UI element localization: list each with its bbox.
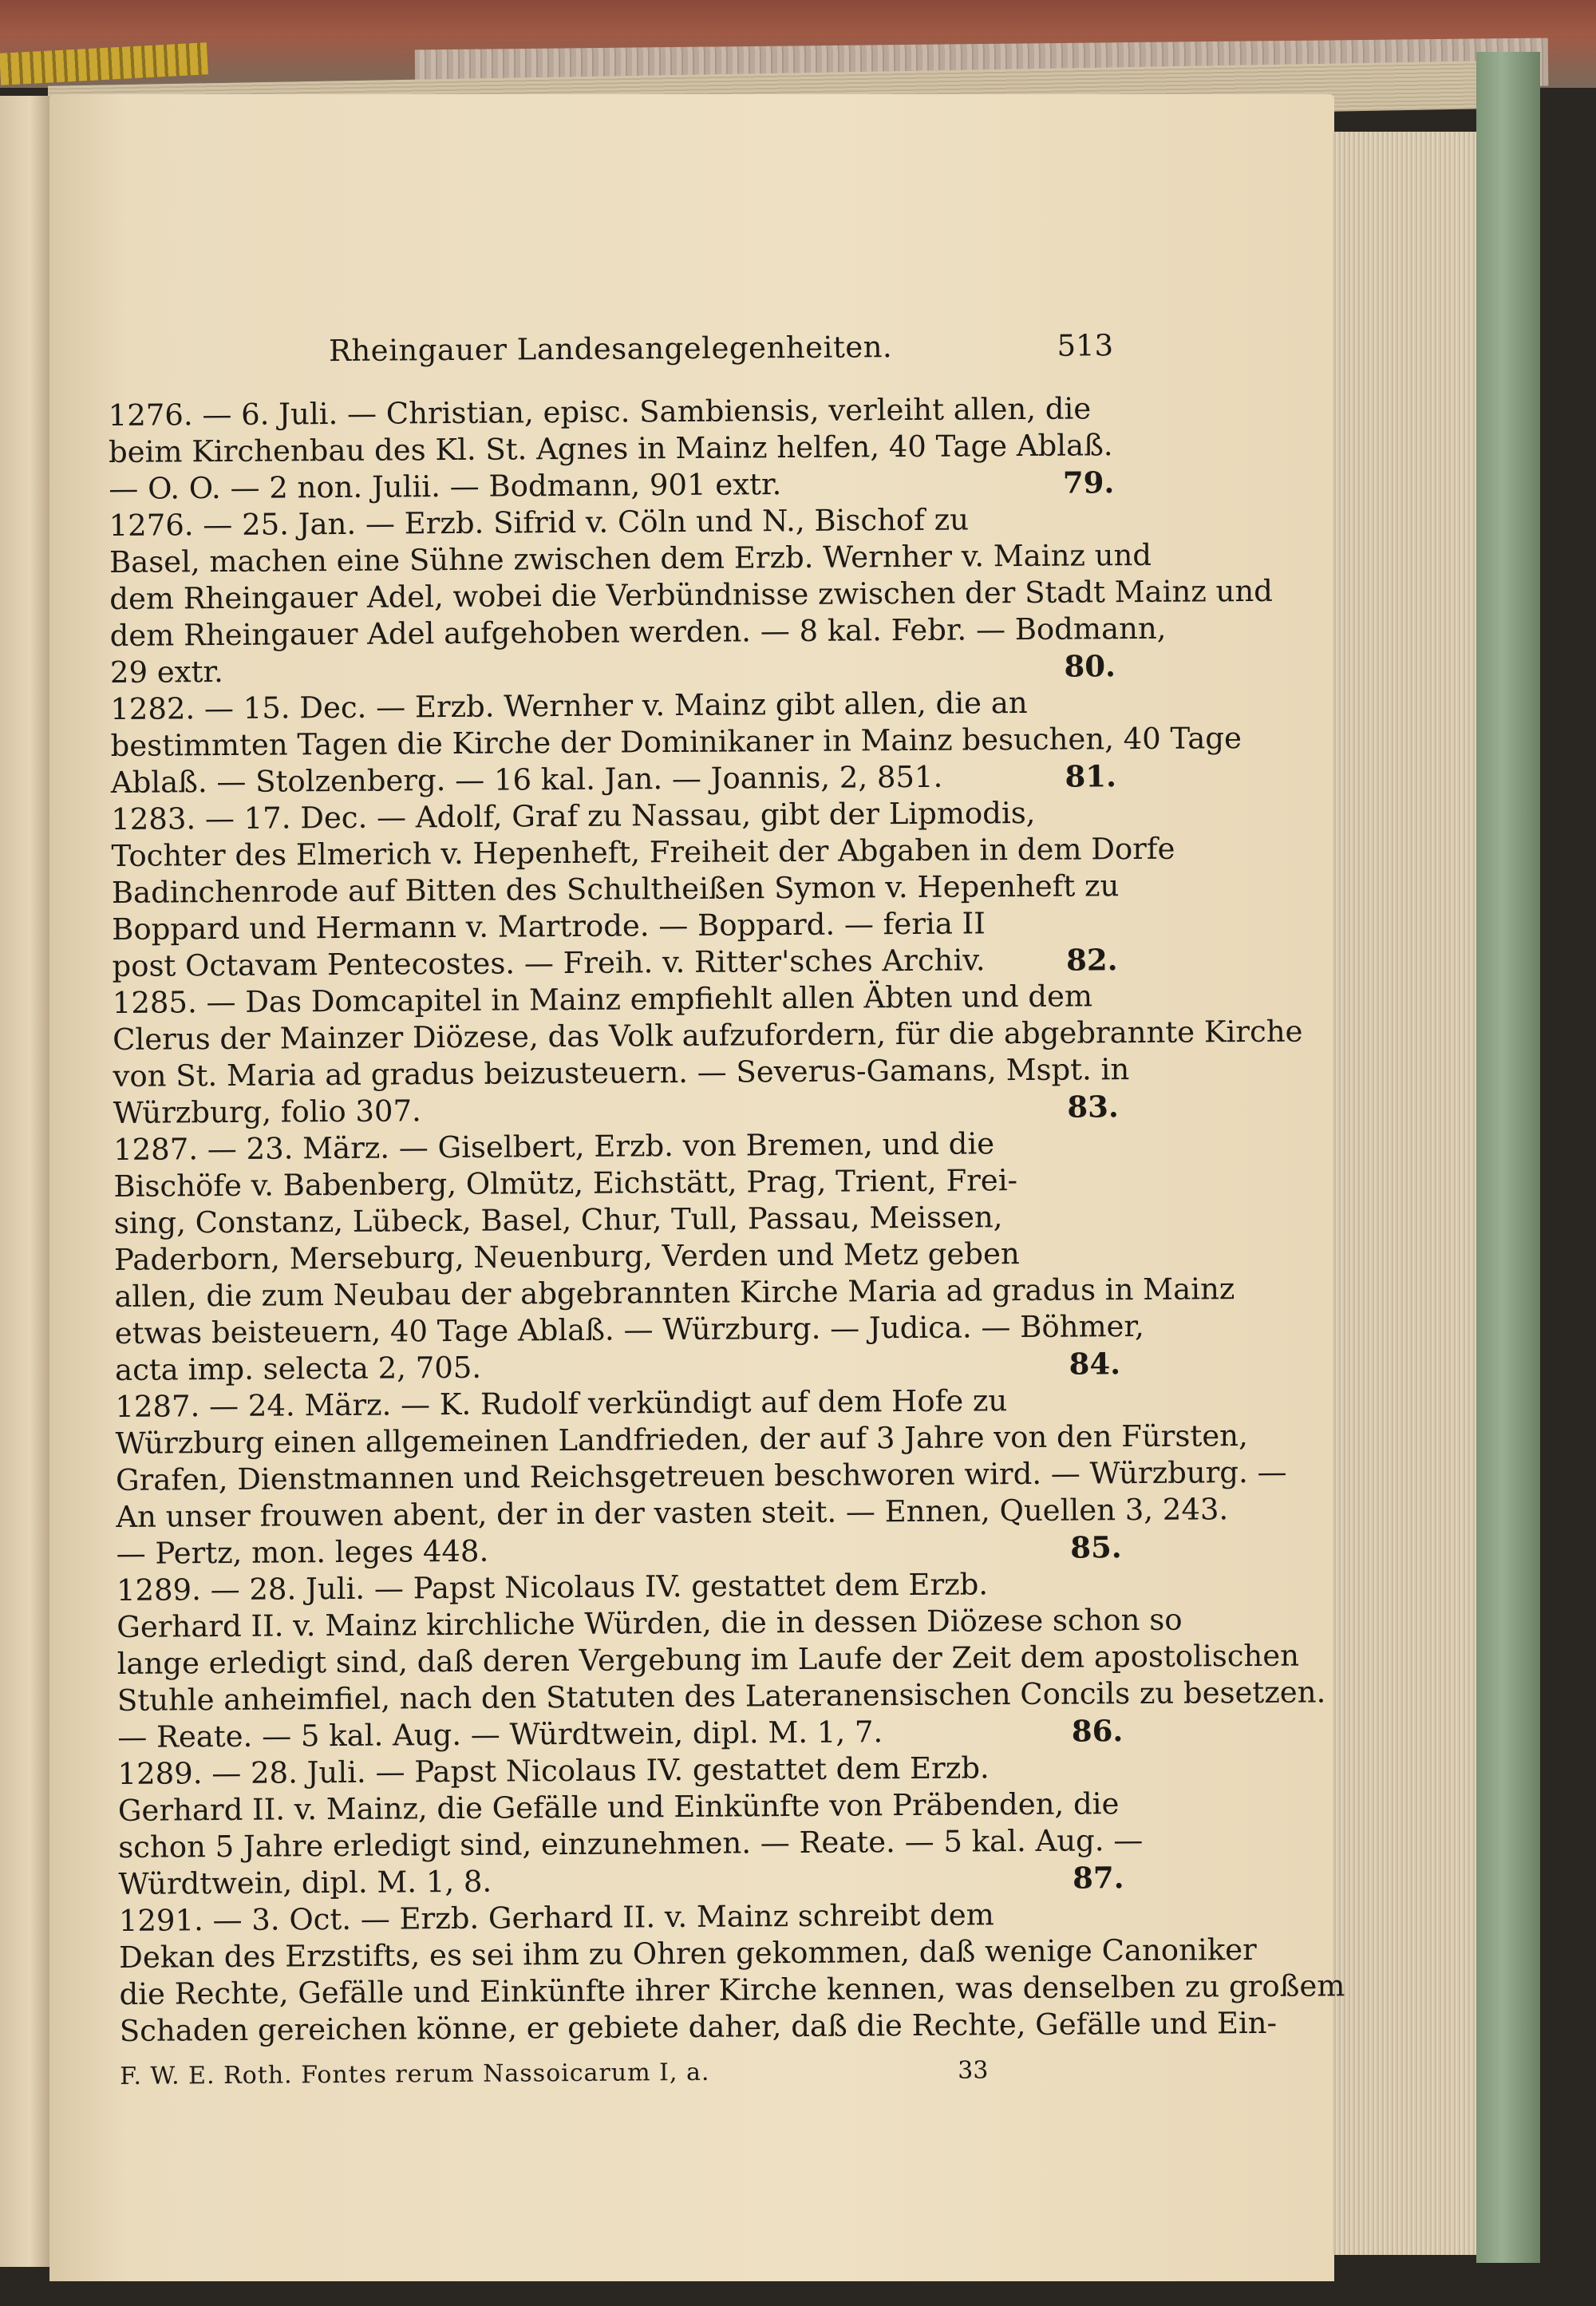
page-footer: [120, 2055, 1125, 2099]
entry-line-text: Basel, machen eine Sühne zwischen dem Erzb. Wernher v. Mainz und: [109, 537, 1152, 579]
running-head-title: Rheingauer Landesangelegenheiten.: [328, 330, 893, 369]
entry-line-text: An unser frouwen abent, der in der vasten steit. — Ennen, Quellen 3, 243.: [116, 1492, 1229, 1534]
entry-line: [119, 2005, 1278, 2050]
entry-line-text: bestimmten Tagen die Kirche der Dominikaner in Mainz besuchen, 40 Tage: [110, 721, 1242, 763]
regest-entry: [117, 1749, 1144, 1903]
entry-line-text: Grafen, Dienstmannen und Reichsgetreuen beschworen wird. — Würzburg. —: [115, 1454, 1287, 1497]
entry-line-text: Clerus der Mainzer Diözese, das Volk aufzufordern, für die abgebrannte Kirche: [113, 1014, 1303, 1057]
regest-entry: [115, 1382, 1287, 1572]
entry-line-text: beim Kirchenbau des Kl. St. Agnes in Mainz helfen, 40 Tage Ablaß.: [108, 428, 1113, 469]
regest-entry: [110, 684, 1242, 801]
entry-line-text: acta imp. selecta 2, 705.: [114, 1350, 482, 1387]
left-page-letter: [0, 998, 10, 1102]
regest-entry: [111, 794, 1175, 985]
entry-line-text: — Reate. — 5 kal. Aug. — Würdtwein, dipl. M. 1, 7.: [117, 1715, 883, 1754]
entry-line-text: Gerhard II. v. Mainz, die Gefälle und Einkünfte von Präbenden, die: [117, 1786, 1120, 1828]
regesta-entries: [108, 390, 1345, 2050]
entry-line-text: Dekan des Erzstifts, es sei ihm zu Ohren gekommen, daß wenige Canoniker: [119, 1932, 1257, 1975]
entry-number: 84.: [1069, 1346, 1121, 1382]
entry-number: 81.: [1065, 758, 1117, 794]
entry-line-text: dem Rheingauer Adel, wobei die Verbündnisse zwischen der Stadt Mainz und: [109, 573, 1274, 616]
entry-line-text: Tochter des Elmerich v. Hepenheft, Freiheit der Abgaben in dem Dorfe: [111, 831, 1175, 873]
entry-line-text: 1289. — 28. Juli. — Papst Nicolaus IV. gestattet dem Erzb.: [116, 1567, 989, 1608]
entry-line: [116, 1492, 1229, 1536]
entry-line-text: post Octavam Pentecostes. — Freih. v. Ritter'sches Archiv.: [112, 943, 986, 983]
entry-line-text: 1282. — 15. Dec. — Erzb. Wernher v. Mainz gibt allen, die an: [110, 685, 1028, 726]
entry-line: [109, 611, 1167, 655]
entry-line-text: Würzburg, folio 307.: [113, 1094, 421, 1130]
entry-line-text: 1287. — 24. März. — K. Rudolf verkündigt auf dem Hofe zu: [115, 1383, 1008, 1424]
entry-line-text: allen, die zum Neubau der abgebrannten Kirche Maria ad gradus in Mainz: [114, 1272, 1235, 1314]
regest-entry: [118, 1896, 1345, 2050]
left-page-letter: [0, 1102, 10, 1205]
entry-line: [117, 1675, 1326, 1719]
entry-line-text: Stuhle anheimfiel, nach den Statuten des Lateranensischen Concils zu besetzen.: [117, 1675, 1326, 1718]
regest-entry: [112, 978, 1303, 1132]
entry-line: [118, 1822, 1144, 1866]
entry-line-text: sing, Constanz, Lübeck, Basel, Chur, Tull, Passau, Meissen,: [113, 1200, 1003, 1240]
entry-line-text: schon 5 Jahre erledigt sind, einzunehmen. — Reate. — 5 kal. Aug. —: [118, 1822, 1144, 1865]
entry-line-text: etwas beisteuern, 40 Tage Ablaß. — Würzburg. — Judica. — Böhmer,: [114, 1308, 1144, 1351]
entry-number: 86.: [1071, 1713, 1124, 1749]
entry-line-text: Paderborn, Merseburg, Neuenburg, Verden und Metz geben: [113, 1236, 1020, 1277]
entry-line-text: Boppard und Hermann v. Martrode. — Boppard. — feria II: [112, 906, 986, 947]
entry-number: 79.: [1062, 465, 1115, 500]
entry-line-text: 29 extr.: [109, 654, 223, 690]
entry-number: 85.: [1070, 1529, 1122, 1565]
entry-line-text: 1287. — 23. März. — Giselbert, Erzb. von Bremen, und die: [113, 1126, 995, 1167]
book-cover-edge: [1476, 52, 1540, 2263]
entry-line-text: Würzburg einen allgemeinen Landfrieden, der auf 3 Jahre von den Fürsten,: [115, 1418, 1248, 1461]
running-head: [108, 328, 1113, 383]
entry-line-text: Schaden gereichen könne, er gebiete daher, daß die Rechte, Gefälle und Ein-: [119, 2005, 1278, 2048]
entry-number: 83.: [1067, 1089, 1119, 1125]
entry-line-text: Ablaß. — Stolzenberg. — 16 kal. Jan. — Joannis, 2, 851.: [110, 759, 943, 800]
page-fore-edge: [1333, 132, 1480, 2255]
left-page-edge: [0, 96, 49, 2267]
entry-line-text: Gerhard II. v. Mainz kirchliche Würden, die in dessen Diözese schon so: [117, 1602, 1183, 1644]
left-page-letter: [0, 479, 10, 583]
page-text-block: [108, 328, 1345, 2099]
entry-line-text: — O. O. — 2 non. Julii. — Bodmann, 901 extr.: [109, 467, 782, 506]
entry-line-text: 1289. — 28. Juli. — Papst Nicolaus IV. gestattet dem Erzb.: [117, 1750, 990, 1791]
footer-source: F. W. E. Roth. Fontes rerum Nassoicarum I, a.: [120, 2058, 710, 2090]
entry-line: [113, 1051, 1130, 1095]
entry-line: [109, 427, 1114, 471]
left-page-letter: [0, 686, 10, 790]
entry-number: 87.: [1072, 1860, 1124, 1896]
entry-line-text: von St. Maria ad gradus beizusteuern. — Severus-Gamans, Mspt. in: [113, 1052, 1130, 1094]
entry-line-text: Bischöfe v. Babenberg, Olmütz, Eichstätt, Prag, Trient, Frei-: [113, 1163, 1018, 1204]
entry-line-text: Badinchenrode auf Bitten des Schultheißen Symon v. Hepenheft zu: [111, 868, 1120, 910]
entry-line-text: 1285. — Das Domcapitel in Mainz empfiehlt allen Äbten und dem: [112, 979, 1093, 1020]
entry-line-text: die Rechte, Gefälle und Einkünfte ihrer Kirche kennen, was denselben zu großem: [119, 1968, 1345, 2011]
left-page-letters: [0, 479, 10, 1309]
entry-line-text: Würdtwein, dipl. M. 1, 8.: [118, 1864, 492, 1901]
entry-number: 80.: [1064, 648, 1116, 684]
regest-entry: [109, 390, 1115, 508]
entry-number: 82.: [1065, 942, 1118, 978]
signature-mark: 33: [958, 2056, 989, 2085]
entry-line-text: dem Rheingauer Adel aufgehoben werden. — 8 kal. Febr. — Bodmann,: [109, 611, 1167, 653]
entry-line-text: — Pertz, mon. leges 448.: [116, 1533, 489, 1571]
left-page-letter: [0, 1205, 10, 1309]
entry-line-text: lange erledigt sind, daß deren Vergebung im Laufe der Zeit dem apostolischen: [117, 1638, 1300, 1681]
left-page-letter: [0, 583, 10, 686]
entry-line: [114, 1308, 1144, 1352]
entry-line-text: 1291. — 3. Oct. — Erzb. Gerhard II. v. Mainz schreibt dem: [118, 1897, 994, 1938]
left-page-letter: [0, 790, 10, 894]
entry-line-text: 1276. — 25. Jan. — Erzb. Sifrid v. Cöln und N., Bischof zu: [109, 502, 970, 543]
page-number: 513: [1057, 328, 1114, 363]
entry-line-text: 1276. — 6. Juli. — Christian, episc. Sambiensis, verleiht allen, die: [108, 391, 1092, 433]
entry-line-text: 1283. — 17. Dec. — Adolf, Graf zu Nassau, gibt der Lipmodis,: [111, 795, 1036, 837]
regest-entry: [116, 1565, 1326, 1756]
regest-entry: [113, 1125, 1235, 1389]
entry-line: [110, 721, 1242, 765]
left-page-letter: [0, 894, 10, 998]
regest-entry: [109, 500, 1274, 691]
